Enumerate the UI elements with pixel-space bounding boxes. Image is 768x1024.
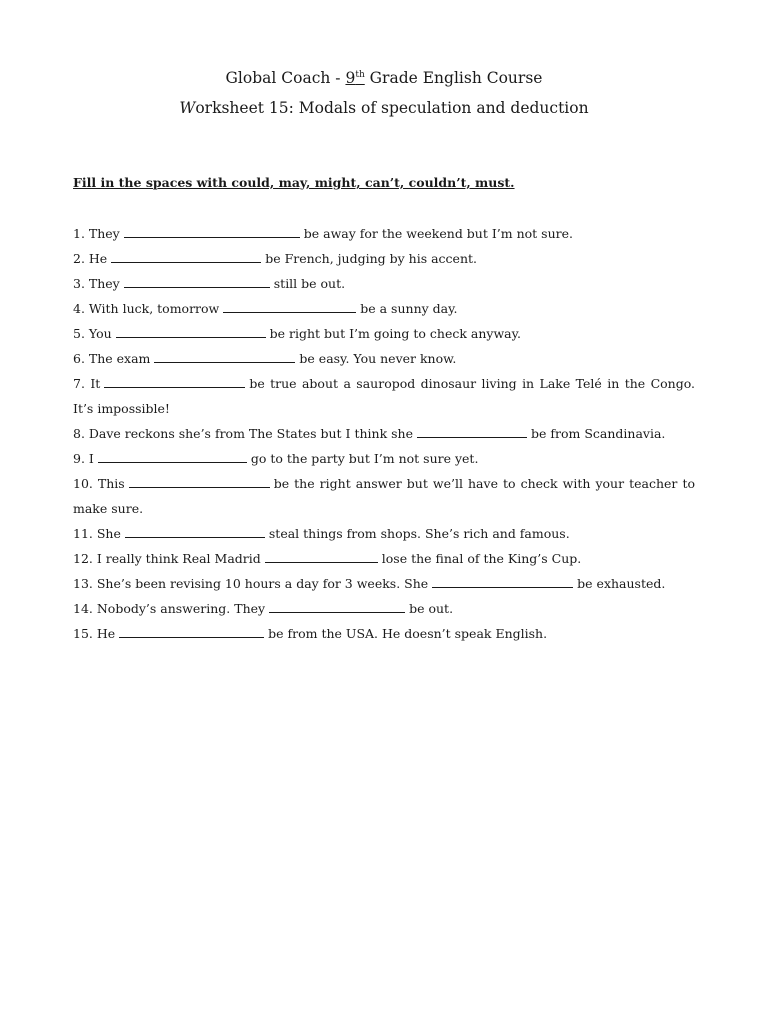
exercise-text-before: 2. He	[73, 251, 108, 266]
exercise-text-before: 10. This	[73, 476, 125, 491]
exercise-list	[73, 221, 695, 646]
exercise-item	[73, 271, 695, 296]
answer-blank[interactable]	[98, 450, 247, 463]
title-prefix: Global Coach -	[225, 69, 346, 87]
answer-blank[interactable]	[223, 300, 356, 313]
exercise-text-after: be from Scandinavia.	[531, 426, 666, 441]
exercise-text-after: go to the party but I’m not sure yet.	[250, 451, 479, 466]
exercise-item	[73, 421, 695, 446]
title-suffix: Grade English Course	[364, 69, 543, 87]
worksheet-title	[0, 96, 768, 120]
answer-blank[interactable]	[124, 225, 300, 238]
exercise-item	[73, 571, 695, 596]
title-grade-suffix: th	[355, 69, 365, 80]
worksheet-header	[0, 66, 768, 120]
exercise-text-before: 13. She’s been revising 10 hours a day for 3 weeks. She	[73, 576, 429, 591]
exercise-text-before: 12. I really think Real Madrid	[73, 551, 261, 566]
answer-blank[interactable]	[104, 375, 245, 388]
exercise-item	[73, 471, 695, 521]
instruction-text: Fill in the spaces with could, may, might, can’t, couldn’t, must.	[73, 175, 515, 190]
exercise-text-before: 1. They	[73, 226, 120, 241]
exercise-text-after: be right but I’m going to check anyway.	[269, 326, 521, 341]
worksheet-title-initial: W	[179, 99, 196, 117]
exercise-item	[73, 621, 695, 646]
answer-blank[interactable]	[154, 350, 295, 363]
exercise-item	[73, 221, 695, 246]
exercise-text-before: 15. He	[73, 626, 116, 641]
exercise-text-before: 7. It	[73, 376, 101, 391]
exercise-text-after: be out.	[409, 601, 454, 616]
exercise-item	[73, 346, 695, 371]
exercise-text-after: be a sunny day.	[360, 301, 458, 316]
answer-blank[interactable]	[432, 575, 573, 588]
exercise-item	[73, 246, 695, 271]
exercise-item	[73, 446, 695, 471]
exercise-text-after: be French, judging by his accent.	[265, 251, 477, 266]
exercise-text-after: be easy. You never know.	[299, 351, 457, 366]
answer-blank[interactable]	[119, 625, 264, 638]
exercise-text-after: be exhausted.	[577, 576, 666, 591]
exercise-item	[73, 321, 695, 346]
exercise-text-before: 14. Nobody’s answering. They	[73, 601, 266, 616]
answer-blank[interactable]	[125, 525, 265, 538]
exercise-text-before: 11. She	[73, 526, 121, 541]
exercise-item	[73, 546, 695, 571]
answer-blank[interactable]	[417, 425, 527, 438]
exercise-text-after: be from the USA. He doesn’t speak English.	[268, 626, 548, 641]
answer-blank[interactable]	[116, 325, 266, 338]
answer-blank[interactable]	[111, 250, 261, 263]
exercise-item	[73, 296, 695, 321]
exercise-text-before: 3. They	[73, 276, 120, 291]
answer-blank[interactable]	[269, 600, 405, 613]
title-grade-underlined	[345, 69, 364, 87]
exercise-item	[73, 596, 695, 621]
exercise-text-after: be true about a sauropod dinosaur living in Lake Telé in the Congo. It’s impossible!	[73, 376, 695, 416]
exercise-text-after: lose the final of the King’s Cup.	[381, 551, 582, 566]
course-title	[0, 66, 768, 92]
exercise-text-after: steal things from shops. She’s rich and famous.	[268, 526, 570, 541]
title-grade: 9	[345, 69, 356, 87]
answer-blank[interactable]	[265, 550, 378, 563]
answer-blank[interactable]	[124, 275, 270, 288]
exercise-item	[73, 371, 695, 421]
exercise-item	[73, 521, 695, 546]
exercise-text-after: be the right answer but we’ll have to check with your teacher to make sure.	[73, 476, 695, 516]
exercise-text-after: still be out.	[273, 276, 346, 291]
exercise-text-before: 5. You	[73, 326, 112, 341]
exercise-text-before: 4. With luck, tomorrow	[73, 301, 220, 316]
worksheet-title-rest: orksheet 15: Modals of speculation and deduction	[195, 99, 589, 117]
exercise-text-before: 6. The exam	[73, 351, 151, 366]
exercise-text-before: 9. I	[73, 451, 94, 466]
answer-blank[interactable]	[129, 475, 270, 488]
exercise-text-after: be away for the weekend but I’m not sure.	[303, 226, 573, 241]
exercise-text-before: 8. Dave reckons she’s from The States but I think she	[73, 426, 413, 441]
